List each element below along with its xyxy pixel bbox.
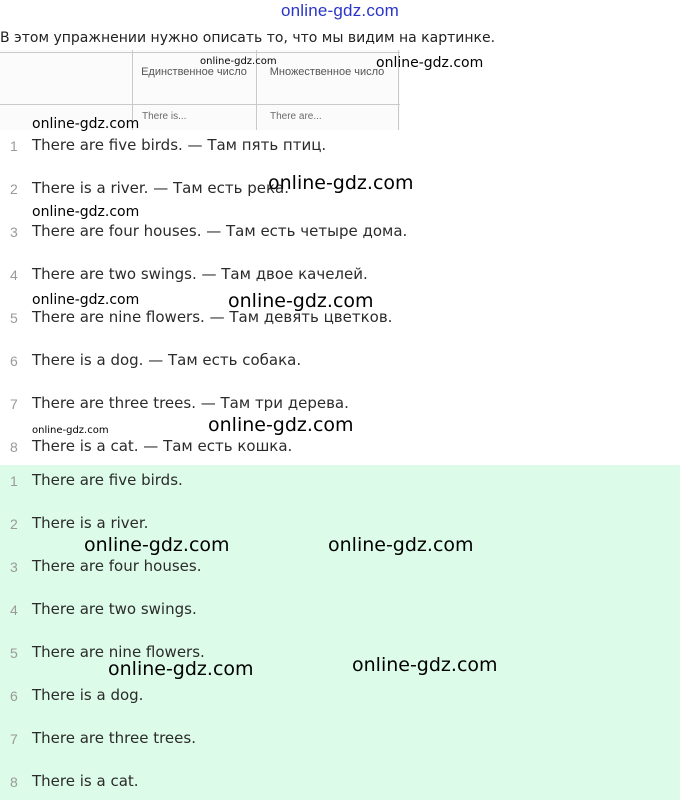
item-text: There are nine flowers. [32, 643, 205, 661]
list-item [0, 551, 680, 594]
watermark: online-gdz.com [352, 654, 498, 676]
answer-list [0, 465, 680, 809]
item-text: There is a cat. [32, 772, 139, 790]
item-number: 7 [10, 396, 18, 412]
item-text: There are two swings. [32, 600, 197, 618]
list-item [0, 637, 680, 680]
item-number: 1 [10, 473, 18, 489]
watermark: online-gdz.com [84, 534, 230, 556]
list-item [0, 723, 680, 766]
list-item [0, 130, 680, 173]
item-number: 4 [10, 267, 18, 283]
item-text: There are three trees. — Там три дерева. [32, 394, 349, 412]
item-text: There is a dog. [32, 686, 144, 704]
item-number: 2 [10, 181, 18, 197]
item-number: 8 [10, 439, 18, 455]
item-text: There is a cat. — Там есть кошка. [32, 437, 293, 455]
item-text: There are five birds. — Там пять птиц. [32, 136, 327, 154]
item-number: 3 [10, 224, 18, 240]
list-item [0, 594, 680, 637]
site-logo[interactable]: online-gdz.com [280, 1, 400, 20]
watermark: online-gdz.com [208, 414, 354, 436]
item-number: 4 [10, 602, 18, 618]
item-text: There is a river. [32, 514, 149, 532]
table-divider [0, 52, 400, 53]
watermark: online-gdz.com [376, 55, 484, 71]
item-text: There are nine flowers. — Там девять цветков. [32, 308, 393, 326]
item-text: There are three trees. [32, 729, 196, 747]
item-number: 3 [10, 559, 18, 575]
singular-example: There is... [142, 111, 187, 122]
list-item [0, 465, 680, 508]
item-number: 2 [10, 516, 18, 532]
item-text: There are five birds. [32, 471, 183, 489]
item-number: 1 [10, 138, 18, 154]
list-item [0, 766, 680, 809]
item-number: 5 [10, 645, 18, 661]
watermark: online-gdz.com [32, 116, 140, 132]
item-text: There is a dog. — Там есть собака. [32, 351, 302, 369]
item-text: There are four houses. [32, 557, 202, 575]
column-header-plural: Множественное число [269, 66, 385, 78]
item-number: 6 [10, 688, 18, 704]
list-item [0, 345, 680, 388]
watermark: online-gdz.com [328, 534, 474, 556]
table-divider [0, 104, 400, 105]
intro-text: В этом упражнении нужно описать то, что мы видим на картинке. [0, 30, 496, 46]
plural-example: There are... [270, 111, 322, 122]
watermark: online-gdz.com [108, 658, 254, 680]
item-number: 5 [10, 310, 18, 326]
list-item [0, 680, 680, 723]
watermark: online-gdz.com [32, 425, 109, 436]
item-text: There are four houses. — Там есть четыре дома. [32, 222, 408, 240]
watermark: online-gdz.com [200, 56, 277, 67]
column-header-singular: Единственное число [141, 66, 247, 78]
item-text: There is a river. — Там есть река. [32, 179, 290, 197]
item-number: 6 [10, 353, 18, 369]
item-text: There are two swings. — Там двое качелей. [32, 265, 368, 283]
watermark: online-gdz.com [32, 204, 140, 220]
watermark: online-gdz.com [32, 292, 140, 308]
watermark: online-gdz.com [268, 172, 414, 194]
list-item [0, 216, 680, 259]
item-number: 8 [10, 774, 18, 790]
item-number: 7 [10, 731, 18, 747]
watermark: online-gdz.com [228, 290, 374, 312]
